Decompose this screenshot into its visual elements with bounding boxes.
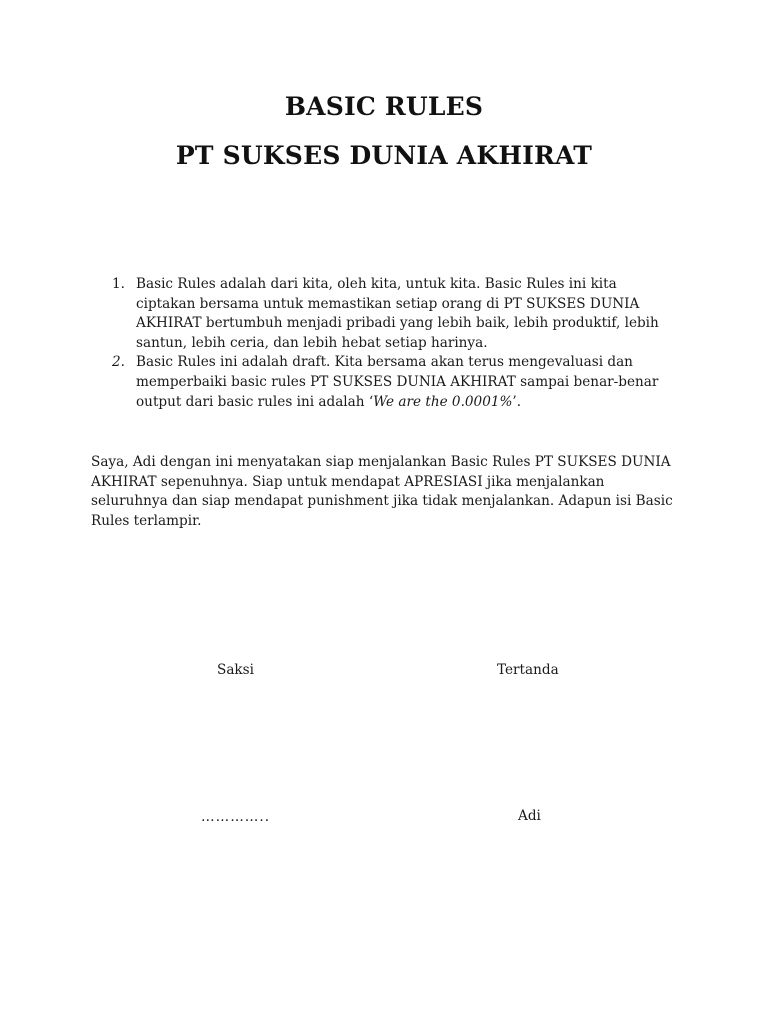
witness-label: Saksi [217,662,254,678]
signer-name: Adi [518,808,541,824]
rule-text [136,354,658,409]
rule-text-start: Basic Rules ini adalah draft. Kita bersama akan terus mengevaluasi dan memperbaiki basic rules PT SUKSES DUNIA AKHIRAT sampai benar-benar output dari basic rules ini adalah ‘ [136,354,659,410]
rule-item-2 [112,353,672,412]
rule-item-1 [112,275,672,353]
rule-text-end: ’. [512,393,522,410]
rules-list [112,275,672,412]
rule-text: Basic Rules adalah dari kita, oleh kita, untuk kita. Basic Rules ini kita ciptakan bersama untuk memastikan setiap orang di PT SUKSES DUNIA AKHIRAT bertumbuh menjadi pribadi yang lebih baik, lebih produktif, lebih santun, lebih ceria, dan lebih hebat setiap harinya. [136,276,659,351]
document-title: BASIC RULES [284,92,484,121]
company-name-heading: PT SUKSES DUNIA AKHIRAT [175,141,593,170]
rule-emphasis: We are the 0.0001% [373,393,513,410]
witness-signature-placeholder: ………….. [201,809,271,825]
rule-number: 2. [112,354,125,371]
rule-number: 1. [112,276,125,292]
signer-label: Tertanda [497,662,559,678]
declaration-paragraph: Saya, Adi dengan ini menyatakan siap menjalankan Basic Rules PT SUKSES DUNIA AKHIRAT sepenuhnya. Siap untuk mendapat APRESIASI jika menjalankan seluruhnya dan siap mendapat punishment jika tidak menjalankan. Adapun isi Basic Rules terlampir. [91,454,673,529]
